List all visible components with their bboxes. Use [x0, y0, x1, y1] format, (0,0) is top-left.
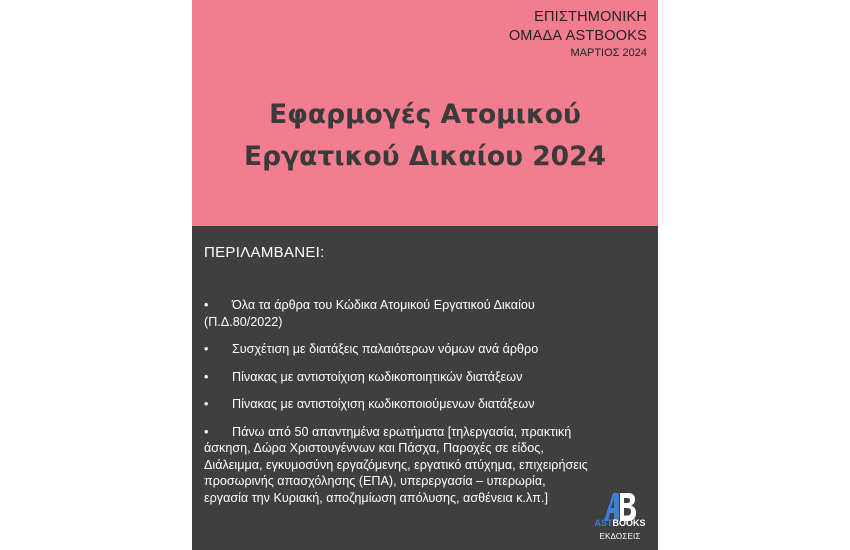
bullet-icon: •	[204, 369, 209, 384]
list-item	[192, 341, 658, 358]
logo-wordmark	[592, 518, 648, 528]
bullet-icon: •	[204, 342, 209, 356]
list-item-text: Συσχέτιση με διατάξεις παλαιότερων νόμων ανά άρθρο	[232, 342, 539, 356]
ab-logo-icon	[602, 491, 636, 521]
bullet-icon: •	[204, 397, 209, 411]
list-item	[192, 396, 658, 413]
list-item	[192, 369, 658, 386]
book-cover	[192, 0, 658, 550]
list-item-text: Πίνακας με αντιστοίχιση κωδικοποιούμενων διατάξεων	[232, 397, 535, 411]
list-item	[192, 297, 658, 330]
logo-publisher-label: ΕΚΔΟΣΕΙΣ	[599, 532, 641, 541]
book-title-line-2: Εργατικού Δικαίου 2024	[244, 141, 606, 172]
cover-top-panel	[192, 0, 658, 226]
logo-wordmark-prefix: AST	[594, 518, 613, 528]
bullet-icon: •	[204, 424, 209, 439]
logo-wordmark-suffix: BOOKS	[612, 518, 646, 528]
publication-date: ΜΑΡΤΙΟΣ 2024	[570, 47, 647, 59]
book-title-line-1: Εφαρμογές Ατομικού	[269, 99, 581, 130]
bullet-icon: •	[204, 298, 209, 312]
list-item-text: Πάνω από 50 απαντημένα ερωτήματα [τηλεργασία, πρακτική άσκηση, Δώρα Χριστουγέννων και Πάσχα, Παροχές σε είδος, Διάλειμμα, εγκυμοσύνη εργαζόμενης, εργατικό ατύχημα, επιχειρήσεις προσωρινής απασχόλησης (ΕΠΑ), υπερεργασία – υπερωρία, εργασία την Κυριακή, αποζημίωση απόλυσης, ασθένεια κ.λπ.]	[204, 424, 588, 505]
publisher-logo	[592, 491, 648, 543]
list-item	[192, 424, 658, 507]
author-block	[509, 8, 647, 60]
contents-list	[192, 297, 658, 517]
list-item-text: Όλα τα άρθρα του Κώδικα Ατομικού Εργατικού Δικαίου (Π.Δ.80/2022)	[204, 298, 535, 329]
contents-heading: ΠΕΡΙΛΑΜΒΑΝΕΙ:	[204, 244, 325, 261]
author-line-1: ΕΠΙΣΤΗΜΟΝΙΚΗ	[534, 9, 647, 25]
list-item-text: Πίνακας με αντιστοίχιση κωδικοποιητικών διατάξεων	[232, 369, 523, 384]
book-title	[192, 94, 658, 178]
author-line-2: ΟΜΑΔΑ ASTBOOKS	[508, 28, 647, 44]
cover-bottom-panel	[192, 226, 658, 550]
